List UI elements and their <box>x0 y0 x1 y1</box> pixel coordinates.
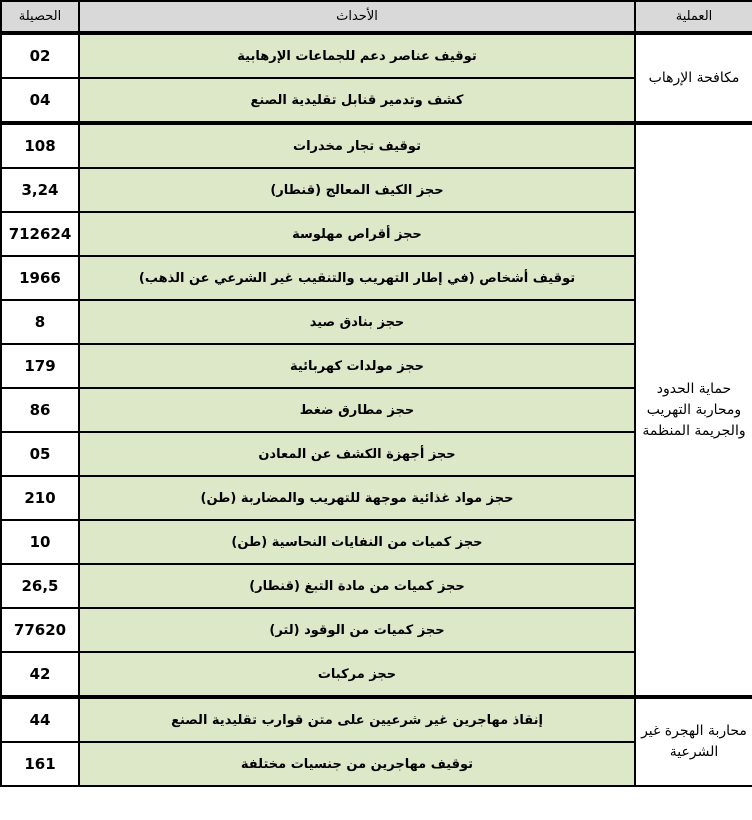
event-cell: حجز كميات من الوقود (لتر) <box>79 608 635 652</box>
event-cell: توقيف تجار مخدرات <box>79 123 635 168</box>
result-cell: 210 <box>1 476 79 520</box>
result-cell: 8 <box>1 300 79 344</box>
event-cell: حجز كميات من النفايات النحاسية (طن) <box>79 520 635 564</box>
header-result: الحصيلة <box>1 1 79 33</box>
event-cell: كشف وتدمير قنابل تقليدية الصنع <box>79 78 635 123</box>
result-cell: 712624 <box>1 212 79 256</box>
operation-cell-border-protection: حماية الحدود ومحاربة التهريب والجريمة المنظمة <box>635 123 752 697</box>
result-cell: 04 <box>1 78 79 123</box>
header-events: الأحداث <box>79 1 635 33</box>
event-cell: توقيف عناصر دعم للجماعات الإرهابية <box>79 33 635 78</box>
result-cell: 10 <box>1 520 79 564</box>
result-cell: 44 <box>1 697 79 742</box>
event-cell: إنقاذ مهاجرين غير شرعيين على متن قوارب تقليدية الصنع <box>79 697 635 742</box>
result-cell: 3,24 <box>1 168 79 212</box>
result-cell: 42 <box>1 652 79 697</box>
result-cell: 77620 <box>1 608 79 652</box>
table-row <box>1 123 752 168</box>
event-cell: حجز كميات من مادة التبغ (قنطار) <box>79 564 635 608</box>
result-cell: 1966 <box>1 256 79 300</box>
event-cell: توقيف أشخاص (في إطار التهريب والتنقيب غير الشرعي عن الذهب) <box>79 256 635 300</box>
header-operation: العملية <box>635 1 752 33</box>
result-cell: 86 <box>1 388 79 432</box>
result-cell: 02 <box>1 33 79 78</box>
event-cell: توقيف مهاجرين من جنسيات مختلفة <box>79 742 635 786</box>
result-cell: 108 <box>1 123 79 168</box>
result-cell: 26,5 <box>1 564 79 608</box>
event-cell: حجز أجهزة الكشف عن المعادن <box>79 432 635 476</box>
event-cell: حجز مولدات كهربائية <box>79 344 635 388</box>
event-cell: حجز بنادق صيد <box>79 300 635 344</box>
event-cell: حجز مركبات <box>79 652 635 697</box>
result-cell: 179 <box>1 344 79 388</box>
event-cell: حجز مطارق ضغط <box>79 388 635 432</box>
table-row <box>1 33 752 78</box>
result-cell: 161 <box>1 742 79 786</box>
operation-cell-counter-terrorism: مكافحة الإرهاب <box>635 33 752 123</box>
event-cell: حجز الكيف المعالج (قنطار) <box>79 168 635 212</box>
event-cell: حجز أقراص مهلوسة <box>79 212 635 256</box>
event-cell: حجز مواد غذائية موجهة للتهريب والمضاربة (طن) <box>79 476 635 520</box>
table-header-row <box>1 1 752 33</box>
result-cell: 05 <box>1 432 79 476</box>
table-row <box>1 697 752 742</box>
operation-cell-illegal-migration: محاربة الهجرة غير الشرعية <box>635 697 752 786</box>
